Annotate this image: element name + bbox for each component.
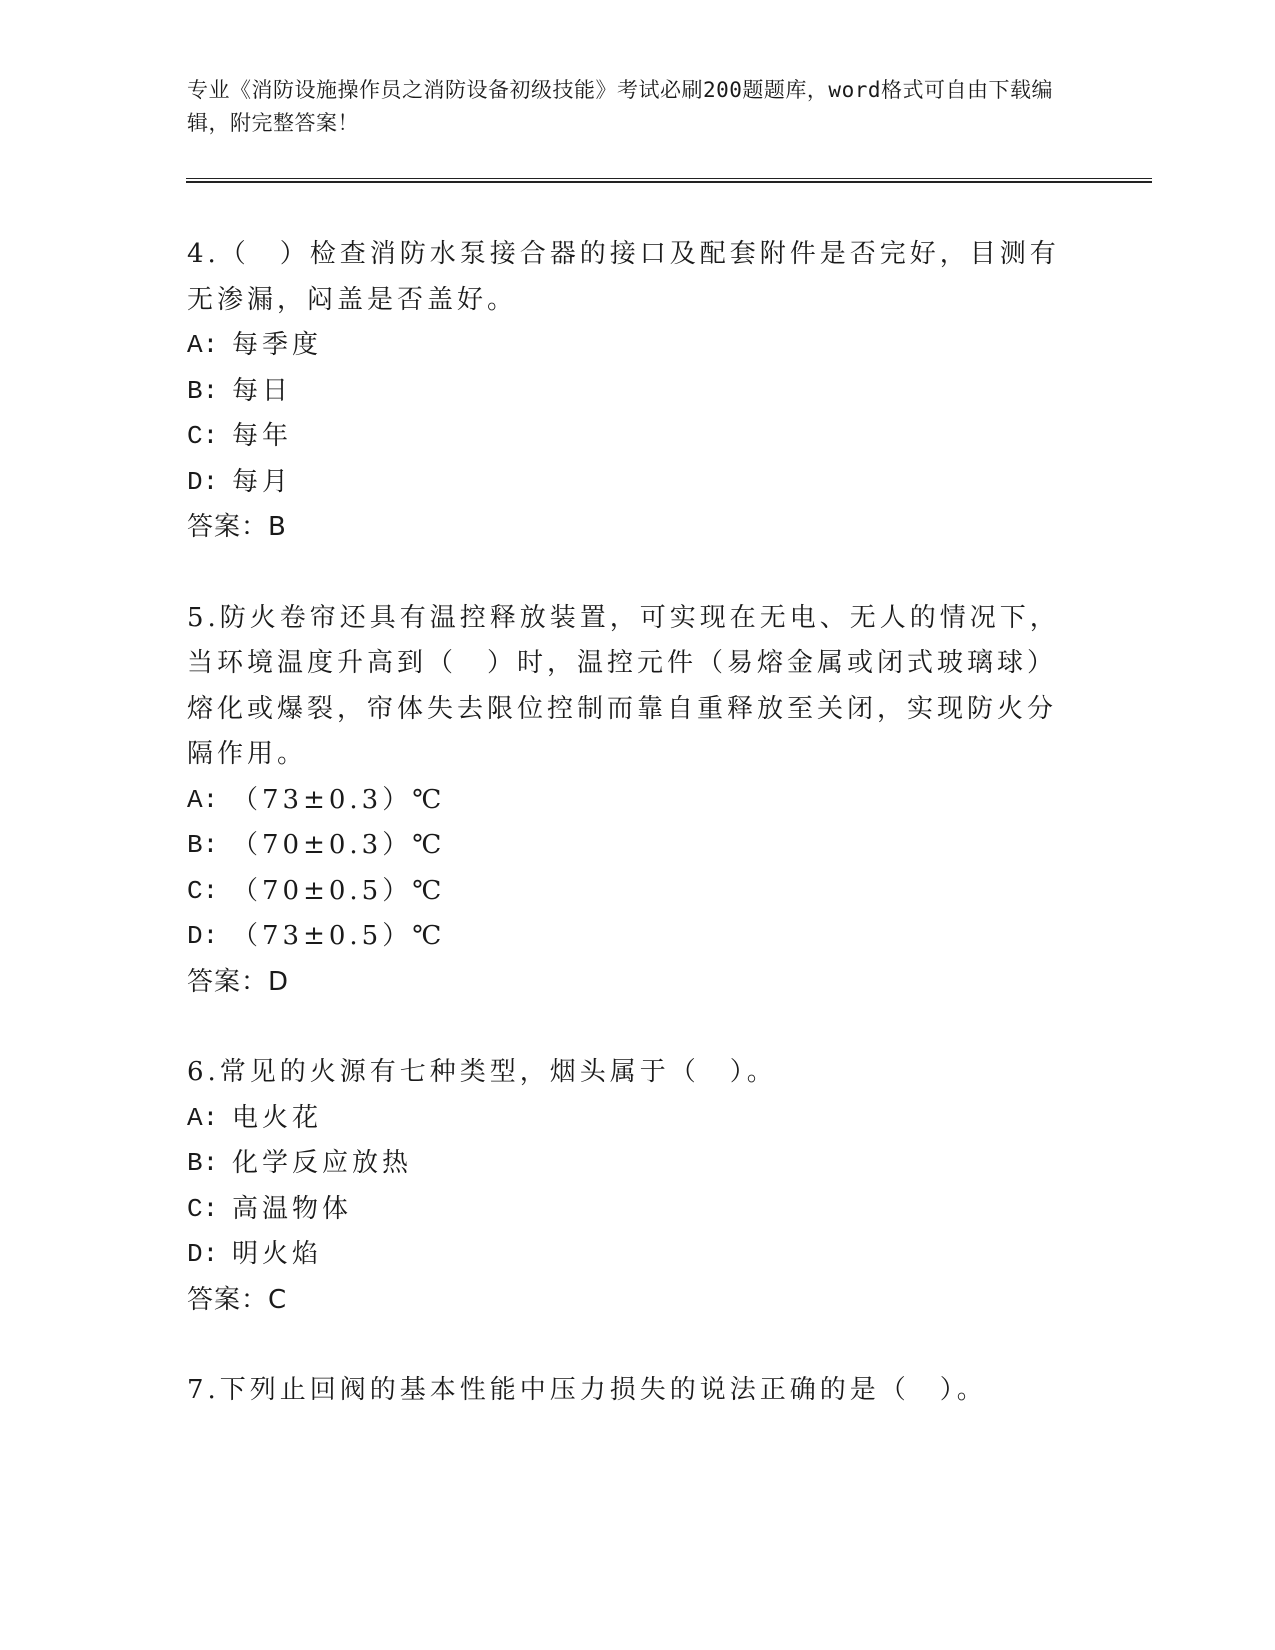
- answer-line: 答案：D: [187, 966, 290, 997]
- question-6: [187, 1050, 1067, 1323]
- option-d: [187, 1232, 1067, 1278]
- header-divider: [186, 178, 1152, 183]
- option-text: 每日: [232, 375, 293, 406]
- option-c: [187, 1187, 1067, 1233]
- option-text: （73±0.5）℃: [232, 921, 446, 951]
- option-key: B:: [187, 375, 219, 406]
- option-key: C:: [187, 875, 219, 906]
- answer-line: 答案：C: [187, 1284, 288, 1315]
- question-list: [187, 232, 1067, 1459]
- option-text: 明火焰: [232, 1239, 323, 1269]
- option-key: B:: [187, 1148, 219, 1178]
- option-key: C:: [187, 421, 219, 451]
- question-stem: 6.常见的火源有七种类型，烟头属于（ ）。: [187, 1057, 777, 1087]
- option-key: A:: [187, 330, 219, 360]
- option-a: [187, 323, 1067, 369]
- option-text: 每季度: [232, 330, 323, 360]
- option-key: D:: [187, 921, 219, 951]
- option-key: C:: [187, 1193, 219, 1224]
- option-key: A:: [187, 1102, 219, 1133]
- option-c: [187, 414, 1067, 460]
- question-5: [187, 596, 1067, 1006]
- question-stem: 4.（ ）检查消防水泵接合器的接口及配套附件是否完好，目测有无渗漏，闷盖是否盖好。: [187, 239, 1060, 315]
- option-b: [187, 823, 1067, 869]
- answer-line: 答案：B: [187, 512, 287, 542]
- question-stem: 5.防火卷帘还具有温控释放装置，可实现在无电、无人的情况下，当环境温度升高到（ ）时，温控元件（易熔金属或闭式玻璃球）熔化或爆裂，帘体失去限位控制而靠自重释放至关闭，实现防火分隔作用。: [187, 602, 1060, 769]
- option-c: [187, 869, 1067, 915]
- option-b: [187, 1141, 1067, 1187]
- option-text: 高温物体: [232, 1193, 353, 1224]
- option-key: A:: [187, 784, 219, 815]
- option-text: （73±0.3）℃: [232, 784, 446, 815]
- option-text: （70±0.5）℃: [232, 875, 446, 906]
- option-text: 每年: [232, 421, 293, 451]
- option-key: B:: [187, 830, 219, 860]
- option-key: D:: [187, 1239, 219, 1269]
- question-stem: 7.下列止回阀的基本性能中压力损失的说法正确的是（ ）。: [187, 1375, 987, 1405]
- option-text: 每月: [232, 466, 293, 497]
- option-text: 电火花: [232, 1102, 323, 1133]
- option-a: [187, 778, 1067, 824]
- option-a: [187, 1096, 1067, 1142]
- option-key: D:: [187, 466, 219, 497]
- option-b: [187, 369, 1067, 415]
- option-text: （70±0.3）℃: [232, 830, 446, 860]
- question-4: [187, 232, 1067, 551]
- option-text: 化学反应放热: [232, 1148, 413, 1178]
- option-d: [187, 914, 1067, 960]
- option-d: [187, 460, 1067, 506]
- document-header: 专业《消防设施操作员之消防设备初级技能》考试必刷200题题库，word格式可自由下载编辑，附完整答案！: [187, 78, 1053, 135]
- question-7: [187, 1368, 1067, 1414]
